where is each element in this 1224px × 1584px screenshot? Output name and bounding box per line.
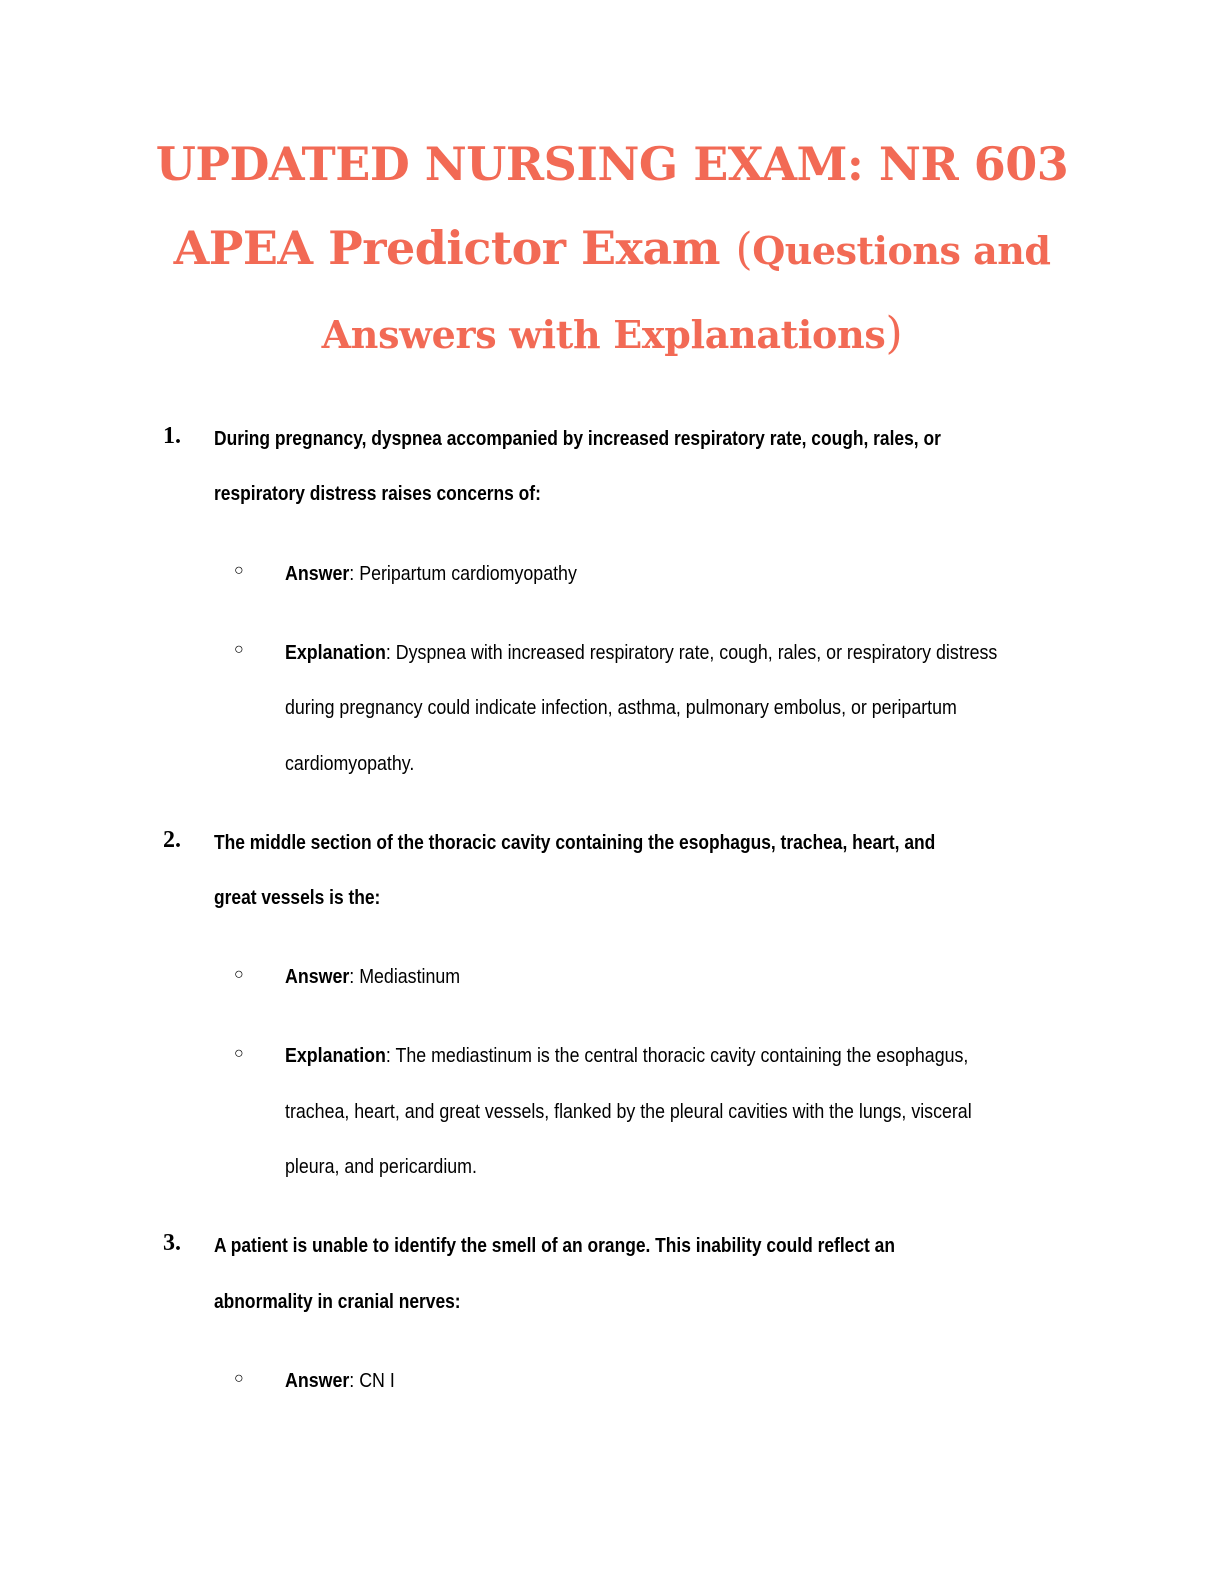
document-title-line-3 xyxy=(150,304,1074,365)
question-text-line: A patient is unable to identify the smell of an orange. This inability could reflect an xyxy=(214,1235,895,1257)
explanation-label: Explanation xyxy=(285,1045,386,1067)
question-number: 3. xyxy=(163,1230,181,1256)
question-number: 2. xyxy=(163,827,181,853)
explanation-line: during pregnancy could indicate infection, asthma, pulmonary embolus, or peripartum xyxy=(285,697,957,719)
answer-line xyxy=(285,560,577,588)
title-main-text: APEA Predictor Exam xyxy=(173,221,736,275)
bullet-icon: ○ xyxy=(234,562,244,579)
answer-label: Answer xyxy=(285,966,350,988)
question-text-line: great vessels is the: xyxy=(214,887,381,909)
answer-label: Answer xyxy=(285,563,350,585)
title-close-paren: ) xyxy=(885,308,903,359)
title-sub-text: Questions and xyxy=(752,228,1051,273)
question-text-line: respiratory distress raises concerns of: xyxy=(214,483,541,505)
explanation-line: trachea, heart, and great vessels, flanked by the pleural cavities with the lungs, visceral xyxy=(285,1101,972,1123)
bullet-icon: ○ xyxy=(234,966,244,983)
explanation-text: The mediastinum is the central thoracic cavity containing the esophagus, xyxy=(395,1045,969,1067)
document-title-line-1: UPDATED NURSING EXAM: NR 603 xyxy=(155,137,1069,191)
explanation-line xyxy=(285,639,997,667)
answer-text: Peripartum cardiomyopathy xyxy=(359,563,577,585)
answer-line xyxy=(285,1367,395,1395)
bullet-icon: ○ xyxy=(234,641,244,658)
answer-label: Answer xyxy=(285,1370,350,1392)
answer-separator: : xyxy=(349,563,360,585)
explanation-separator: : xyxy=(385,642,396,664)
document-title-line-2 xyxy=(150,218,1074,281)
answer-line xyxy=(285,963,460,991)
question-text-line: The middle section of the thoracic cavity containing the esophagus, trachea, heart, and xyxy=(214,832,936,854)
question-number: 1. xyxy=(163,423,181,449)
explanation-line: pleura, and pericardium. xyxy=(285,1156,477,1178)
bullet-icon: ○ xyxy=(234,1370,244,1387)
title-sub-text-continued: Answers with Explanations xyxy=(321,312,886,357)
explanation-text: Dyspnea with increased respiratory rate, cough, rales, or respiratory distress xyxy=(395,642,998,664)
explanation-label: Explanation xyxy=(285,642,386,664)
title-open-paren: ( xyxy=(735,224,753,275)
question-text-line: During pregnancy, dyspnea accompanied by increased respiratory rate, cough, rales, or xyxy=(214,428,941,450)
explanation-line xyxy=(285,1042,968,1070)
explanation-line: cardiomyopathy. xyxy=(285,753,415,775)
bullet-icon: ○ xyxy=(234,1045,244,1062)
question-text-line: abnormality in cranial nerves: xyxy=(214,1291,461,1313)
answer-text: Mediastinum xyxy=(359,966,461,988)
answer-text: CN I xyxy=(359,1370,395,1392)
answer-separator: : xyxy=(349,966,360,988)
answer-separator: : xyxy=(349,1370,360,1392)
explanation-separator: : xyxy=(385,1045,396,1067)
